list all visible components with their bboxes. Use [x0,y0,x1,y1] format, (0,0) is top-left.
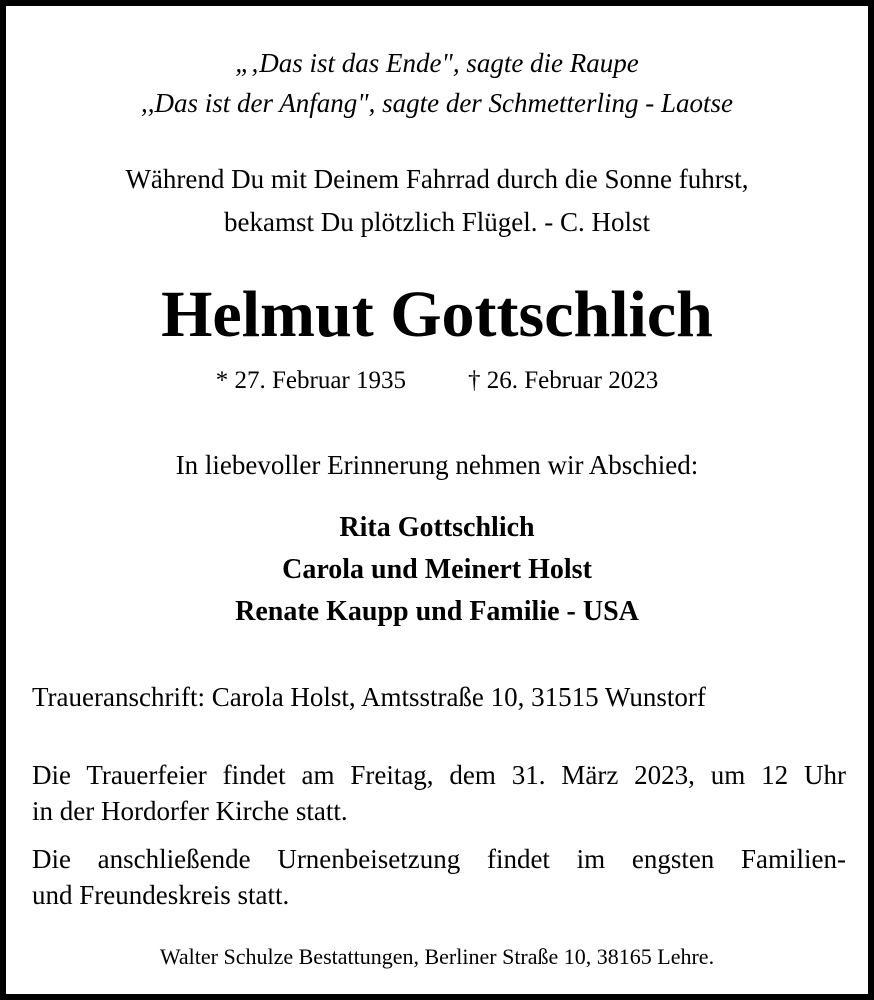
ceremony-line-4: und Freundeskreis statt. [32,880,290,910]
death-date: † 26. Februar 2023 [468,367,659,394]
quote-line-1: „‚Das ist das Ende", sagte die Raupe [235,48,639,78]
funeral-home: Walter Schulze Bestattungen, Berliner Straße 10, 38165 Lehre. [159,944,715,969]
mourner-name: Rita Gottschlich [339,512,535,543]
deceased-name: Helmut Gottschlich [161,278,713,351]
farewell-intro: In liebevoller Erinnerung nehmen wir Abschied: [175,450,699,480]
ceremony-line-2: in der Hordorfer Kirche statt. [32,796,348,826]
mourner-name: Carola und Meinert Holst [282,554,592,585]
life-dates [6,368,868,393]
mourner-name: Renate Kaupp und Familie - USA [235,596,639,627]
ceremony-line-1: Die Trauerfeier findet am Freitag, dem 31. März 2023, um 12 Uhr [32,760,846,790]
quote-line-2: ,,Das ist der Anfang", sagte der Schmetterling - Laotse [140,88,734,118]
poem-line-1: Während Du mit Deinem Fahrrad durch die Sonne fuhrst, [125,164,749,194]
poem-line-2: bekamst Du plötzlich Flügel. - C. Holst [224,207,650,237]
ceremony-line-3: Die anschließende Urnenbeisetzung findet im engsten Familien- [32,844,846,874]
birth-date: * 27. Februar 1935 [215,367,406,394]
mourning-address: Traueranschrift: Carola Holst, Amtsstraße 10, 31515 Wunstorf [32,682,706,712]
